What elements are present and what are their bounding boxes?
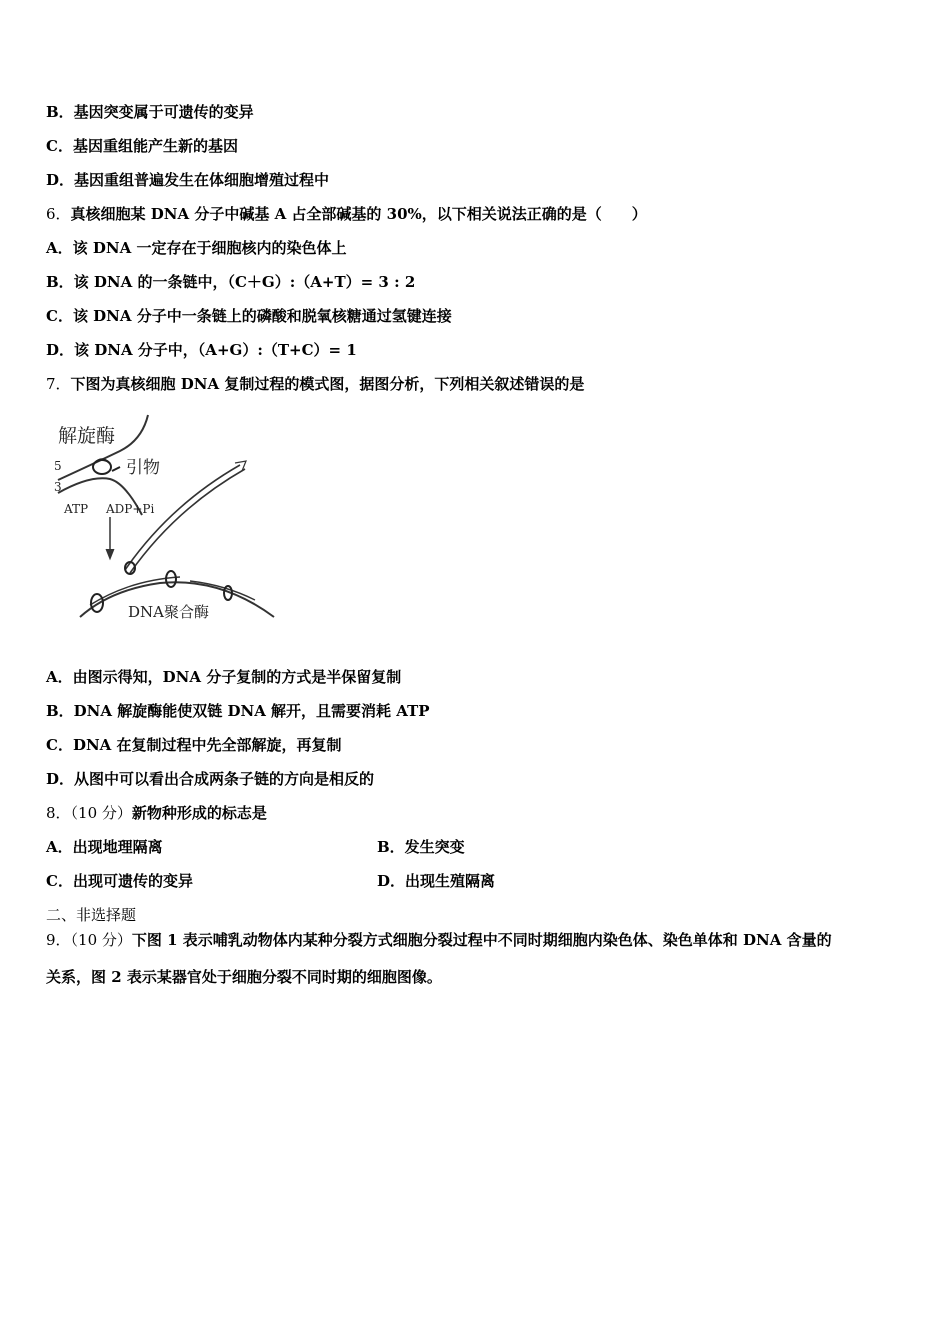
label-polymerase: DNA聚合酶	[128, 603, 209, 621]
q8-option-c: C．出现可遗传的变异	[46, 872, 193, 890]
q5-option-d: D．基因重组普遍发生在体细胞增殖过程中	[46, 171, 330, 189]
q9-line1	[46, 930, 832, 950]
label-primer: 引物	[126, 458, 160, 478]
q9-line1-text: 下图 1 表示哺乳动物体内某种分裂方式细胞分裂过程中不同时期细胞内染色体、染色单体和 DNA 含量的	[131, 931, 832, 949]
q6-option-a: A．该 DNA 一定存在于细胞核内的染色体上	[46, 239, 347, 257]
dna-replication-figure	[50, 405, 290, 635]
q8-number: 8．	[46, 804, 71, 822]
q7-stem-text: 下图为真核细胞 DNA 复制过程的模式图，据图分析，下列相关叙述错误的是	[70, 375, 585, 393]
q9-line2: 关系，图 2 表示某器官处于细胞分裂不同时期的细胞图像。	[46, 968, 442, 986]
q5-option-c: C．基因重组能产生新的基因	[46, 137, 238, 155]
q5-option-b: B．基因突变属于可遗传的变异	[46, 103, 254, 121]
q8-option-d: D．出现生殖隔离	[377, 872, 496, 890]
q6-stem-text: 真核细胞某 DNA 分子中碱基 A 占全部碱基的 30%，以下相关说法正确的是（ ）	[70, 205, 647, 223]
q6-number: 6．	[46, 205, 71, 223]
q6-stem	[46, 204, 647, 224]
q8-score: （10 分）	[70, 804, 132, 822]
q6-option-d: D．该 DNA 分子中，（A+G）:（T+C）= 1	[46, 341, 357, 359]
q6-option-c: C．该 DNA 分子中一条链上的磷酸和脱氧核糖通过氢键连接	[46, 307, 452, 325]
q8-stem-text: 新物种形成的标志是	[131, 804, 267, 822]
label-helicase: 解旋酶	[58, 425, 116, 447]
q7-option-c: C．DNA 在复制过程中先全部解旋，再复制	[46, 736, 342, 754]
polymerase-ring-2	[166, 571, 176, 587]
label-atp: ATP	[64, 502, 89, 516]
q8-option-b: B．发生突变	[377, 838, 465, 856]
primer-mark	[112, 467, 120, 471]
q7-stem	[46, 374, 584, 394]
q9-number: 9．	[46, 931, 71, 949]
q7-option-d: D．从图中可以看出合成两条子链的方向是相反的	[46, 770, 375, 788]
section-title-non-choice: 二、非选择题	[46, 906, 137, 924]
daughter-strand-long	[125, 465, 240, 570]
q8-stem	[46, 803, 267, 823]
q8-option-a: A．出现地理隔离	[46, 838, 163, 856]
label-five-prime: 5	[54, 459, 62, 473]
q9-score: （10 分）	[70, 931, 132, 949]
q7-number: 7．	[46, 375, 71, 393]
q6-option-b: B．该 DNA 的一条链中，（C＋G）:（A+T）= 3 : 2	[46, 273, 416, 291]
q7-option-b: B．DNA 解旋酶能使双链 DNA 解开，且需要消耗 ATP	[46, 702, 430, 720]
label-three-prime: 3	[54, 480, 62, 494]
label-adp: ADP+Pi	[106, 502, 155, 516]
q7-option-a: A．由图示得知，DNA 分子复制的方式是半保留复制	[46, 668, 402, 686]
